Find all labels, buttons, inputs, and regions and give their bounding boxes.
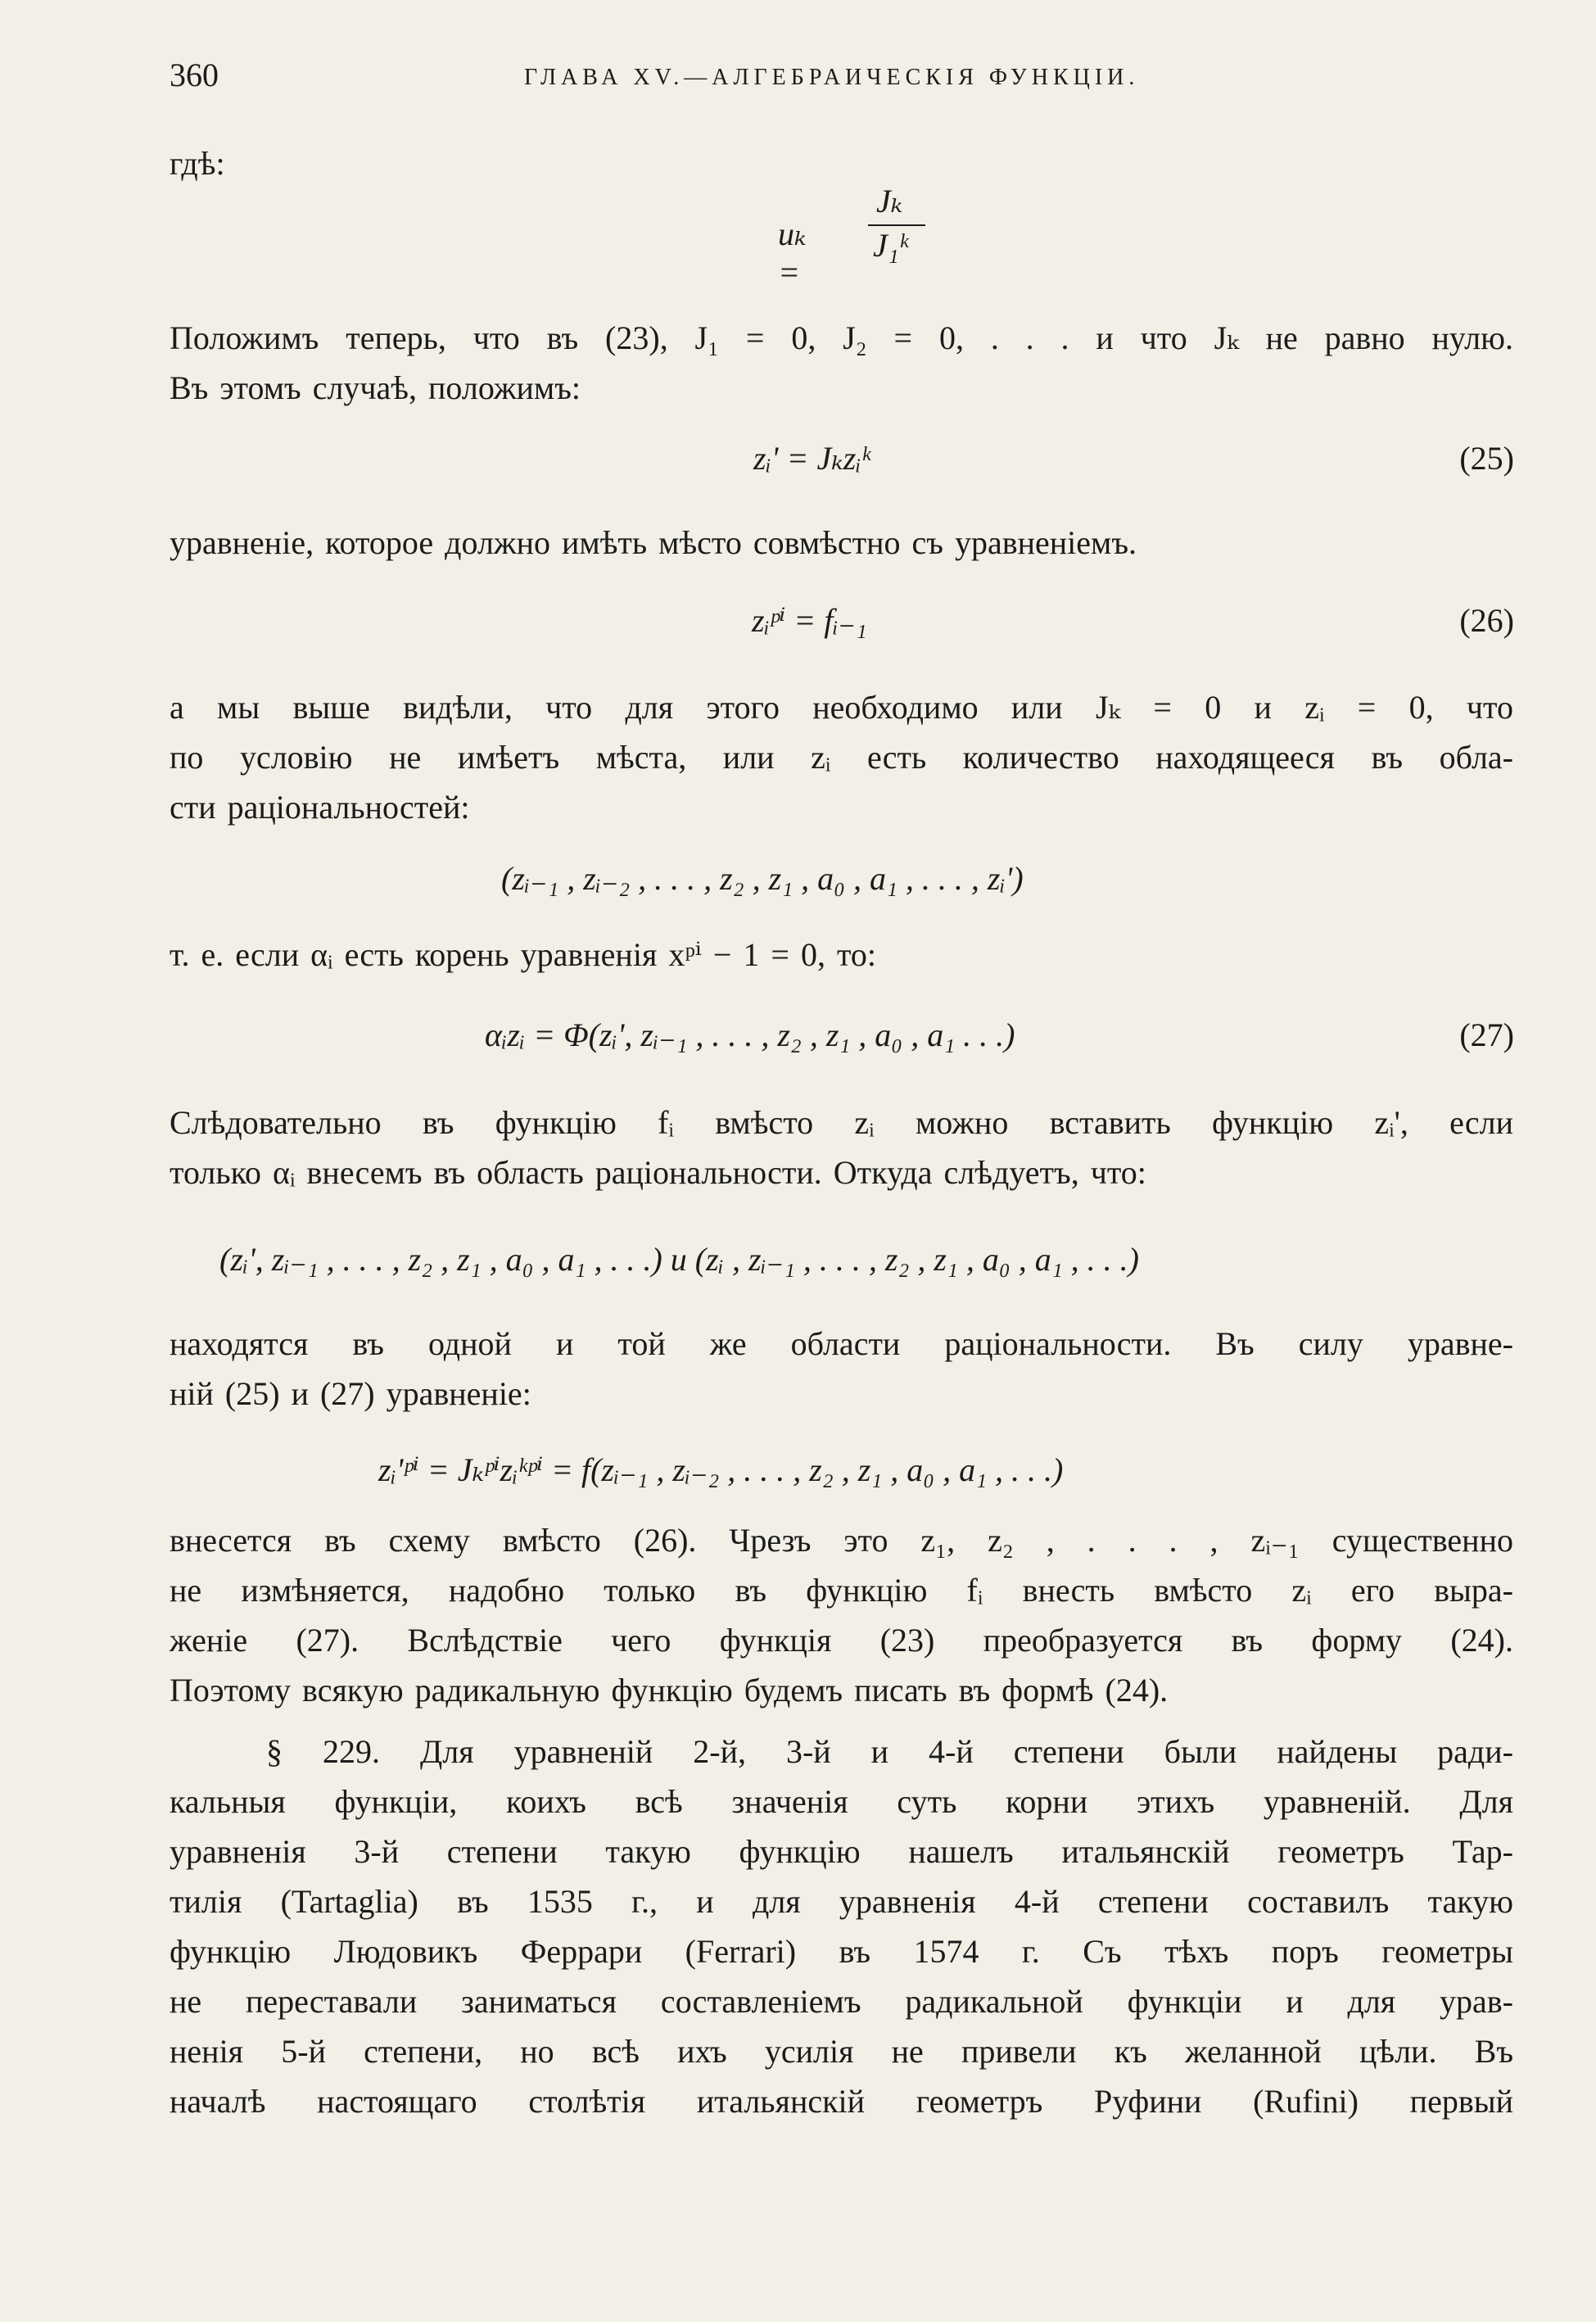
paragraph-line: находятся въ одной и той же области раціональности. Въ силу уравне- bbox=[170, 1325, 1513, 1362]
paragraph-line: только αᵢ внесемъ въ область раціональности. Откуда слѣдуетъ, что: bbox=[170, 1154, 1146, 1191]
paragraph-line: не переставали заниматься составленіемъ радикальной функціи и для урав- bbox=[170, 1983, 1513, 2020]
paragraph-line: Положимъ теперь, что въ (23), J₁ = 0, J₂ = 0, . . . и что Jₖ не равно нулю. bbox=[170, 319, 1513, 356]
equation-26: zᵢᵖⁱ = fᵢ₋₁ bbox=[752, 602, 867, 639]
intro-word: гдѣ: bbox=[170, 145, 225, 182]
section-229-first-line: § 229. Для уравненій 2-й, 3-й и 4-й степени были найдены ради- bbox=[266, 1733, 1513, 1770]
paragraph-line: ній (25) и (27) уравненіе: bbox=[170, 1375, 531, 1412]
paragraph-line: Въ этомъ случаѣ, положимъ: bbox=[170, 369, 581, 406]
paragraph-line: Поэтому всякую радикальную функцію будемъ писать въ формѣ (24). bbox=[170, 1672, 1169, 1709]
paragraph-line: кальныя функціи, коихъ всѣ значенія суть корни этихъ уравненій. Для bbox=[170, 1783, 1513, 1820]
paragraph-line: функцію Людовикъ Феррари (Ferrari) въ 1574 г. Съ тѣхъ поръ геометры bbox=[170, 1933, 1513, 1970]
equation-25: zᵢ' = Jₖzᵢᵏ bbox=[753, 440, 870, 477]
equation-number-25: (25) bbox=[1459, 440, 1514, 477]
equation-uk-numerator: Jₖ bbox=[876, 183, 903, 220]
equation-number-27: (27) bbox=[1459, 1016, 1514, 1053]
equation-27: αᵢzᵢ = Φ(zᵢ', zᵢ₋₁ , . . . , z₂ , z₁ , a₀ , a₁ . . .) bbox=[485, 1016, 1015, 1053]
paragraph-line: тилія (Tartaglia) въ 1535 г., и для уравненія 4-й степени составилъ такую bbox=[170, 1883, 1513, 1920]
paragraph-line: женіе (27). Вслѣдствіе чего функція (23) преобразуется въ форму (24). bbox=[170, 1622, 1513, 1659]
paragraph-line: внесется въ схему вмѣсто (26). Чрезъ это z₁, z₂ , . . . , zᵢ₋₁ существенно bbox=[170, 1522, 1513, 1559]
equation-number-26: (26) bbox=[1459, 602, 1514, 639]
paragraph-line: ненія 5-й степени, но всѣ ихъ усилія не привели къ желанной цѣли. Въ bbox=[170, 2033, 1513, 2070]
equation-main: zᵢ'ᵖⁱ = Jₖᵖⁱzᵢᵏᵖⁱ = f(zᵢ₋₁ , zᵢ₋₂ , . . . , z₂ , z₁ , a₀ , a₁ , . . .) bbox=[378, 1451, 1064, 1488]
equation-pair: (zᵢ', zᵢ₋₁ , . . . , z₂ , z₁ , a₀ , a₁ , . . .) и (zᵢ , zᵢ₋₁ , . . . , z₂ , z₁ , a₀ , a₁ , . . .) bbox=[219, 1241, 1139, 1278]
paragraph-line: началѣ настоящаго столѣтія итальянскій геометръ Руфини (Rufini) первый bbox=[170, 2083, 1513, 2120]
paragraph-line: сти раціональностей: bbox=[170, 789, 470, 826]
running-title: ГЛАВА XV.—АЛГЕБРАИЧЕСКІЯ ФУНКЦІИ. bbox=[524, 65, 1140, 90]
paragraph-line: не измѣняется, надобно только въ функцію fᵢ внесть вмѣсто zᵢ его выра- bbox=[170, 1572, 1513, 1609]
page-number: 360 bbox=[170, 57, 219, 93]
equation-uk-denominator: J₁ᵏ bbox=[873, 227, 908, 264]
paragraph-line: уравненіе, которое должно имѣть мѣсто совмѣстно съ уравненіемъ. bbox=[170, 524, 1137, 561]
paragraph-line: по условію не имѣетъ мѣста, или zᵢ есть количество находящееся въ обла- bbox=[170, 739, 1513, 776]
paragraph-line: а мы выше видѣли, что для этого необходимо или Jₖ = 0 и zᵢ = 0, что bbox=[170, 689, 1513, 726]
equation-set: (zᵢ₋₁ , zᵢ₋₂ , . . . , z₂ , z₁ , a₀ , a₁ , . . . , zᵢ') bbox=[501, 860, 1024, 897]
paragraph-line: Слѣдовательно въ функцію fᵢ вмѣсто zᵢ можно вставить функцію zᵢ', если bbox=[170, 1104, 1513, 1141]
equation-uk-lhs: uₖ = bbox=[778, 215, 807, 291]
paragraph-line: уравненія 3-й степени такую функцію нашелъ итальянскій геометръ Тар- bbox=[170, 1833, 1513, 1870]
paragraph-line: т. е. если αᵢ есть корень уравненія xᵖⁱ − 1 = 0, то: bbox=[170, 936, 877, 973]
